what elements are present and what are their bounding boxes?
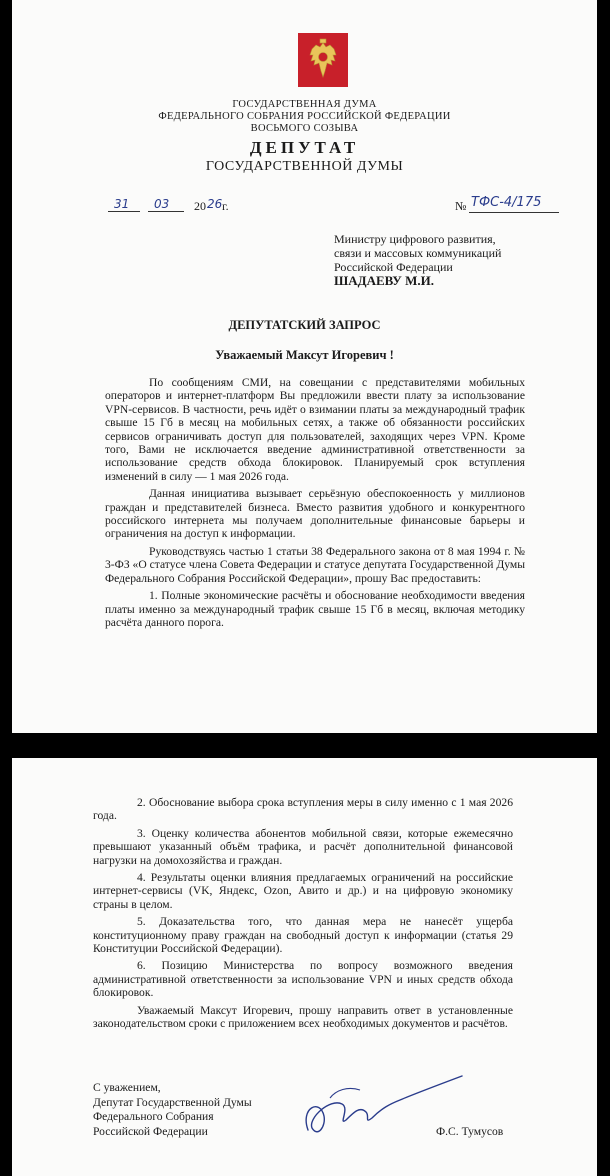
number-sign: № [455,199,467,213]
header-line-duma: ГОСУДАРСТВЕННАЯ ДУМА [232,99,377,110]
closing-line-2: Депутат Государственной Думы [93,1095,252,1109]
paragraph: 4. Результаты оценки влияния предлагаемых ограничений на российские интернет-сервисы (VK, Яндекс, Ozon, Авито и др.) и на цифровую экономику страны в целом. [93,871,513,911]
paragraph: 1. Полные экономические расчёты и обоснование необходимости введения платы именно за международный трафик свыше 15 Гб в месяц, включая методику расчёта данного порога. [105,589,525,629]
header-line-convocation: ВОСЬМОГО СОЗЫВА [250,123,359,134]
addressee-line-1: Министру цифрового развития, [334,232,496,246]
closing-line-3: Федерального Собрания [93,1110,214,1123]
paragraph: Данная инициатива вызывает серьёзную обеспокоенность у миллионов граждан и представителей бизнеса. Вместо развития удобного и конкурентного российского интернета мы получаем дополнительные финансовые барьеры и ограничения на доступ к информации. [105,487,525,541]
paragraph: Руководствуясь частью 1 статьи 38 Федерального закона от 8 мая 1994 г. № 3-ФЗ «О статусе члена Совета Федерации и статусе депутата Государственной Думы Федерального Собрания Российской Федерации», прошу Вас предоставить: [105,544,525,585]
paragraph: 5. Доказательства того, что данная мера не нанесёт ущерба конституционному праву граждан на свободный доступ к информации (статья 29 Конституции Российской Федерации). [93,915,513,956]
date-month: 03 [154,197,170,211]
document-page-1 [12,0,597,733]
body-page-2 [93,796,513,1035]
date-day: 31 [114,197,130,211]
addressee-line-3: Российской Федерации [334,260,453,274]
number-value: ТФС-4/175 [471,195,542,210]
paragraph: 2. Обоснование выбора срока вступления меры в силу именно с 1 мая 2026 года. [93,796,513,823]
greeting: Уважаемый Максут Игоревич ! [215,348,394,362]
body-page-1 [105,376,525,633]
date-suffix: г. [222,199,229,213]
addressee-line-2: связи и массовых коммуникаций [334,246,502,260]
coat-of-arms-icon [298,33,348,87]
date-year-prefix: 20 [194,199,206,213]
header-line-assembly: ФЕДЕРАЛЬНОГО СОБРАНИЯ РОССИЙСКОЙ ФЕДЕРАЦИИ [158,111,451,122]
addressee-name: ШАДАЕВУ М.И. [334,273,434,288]
signer-name: Ф.С. Тумусов [436,1125,504,1138]
closing-block [93,1081,252,1139]
paragraph: 3. Оценку количества абонентов мобильной связи, которые ежемесячно превышают указанный объём трафика, и расчёт дополнительной финансовой нагрузки на домохозяйства и граждан. [93,826,513,867]
date-year-hand: 26 [207,197,223,211]
paragraph: По сообщениям СМИ, на совещании с представителями мобильных операторов и интернет-платформ Вы предложили ввести плату за использование VPN-сервисов. В частности, речь идёт о взимании платы за международный трафик свыше 15 Гб в месяц на мобильных сетях, а также об обязанности российских сервисов ограничивать доступ для пользователей, заходящих через VPN. Кроме того, Вами не исключается введение административной ответственности за использование средств обхода блокировок. Планируемый срок вступления изменений в силу — 1 мая 2026 года. [105,376,525,483]
closing-line-1: С уважением, [93,1081,161,1094]
paragraph: Уважаемый Максут Игоревич, прошу направить ответ в установленные законодательством сроки с приложением всех необходимых документов и расчётов. [93,1003,513,1031]
addressee [334,232,501,288]
document-title: ДЕПУТАТСКИЙ ЗАПРОС [228,318,381,332]
header-state-duma: ГОСУДАРСТВЕННОЙ ДУМЫ [205,159,404,174]
closing-line-4: Российской Федерации [93,1124,208,1138]
header-deputy: ДЕПУТАТ [249,138,360,157]
paragraph: 6. Позицию Министерства по вопросу возможного введения административной ответственности за использование VPN и иных средств обхода блокировок. [93,959,513,1000]
